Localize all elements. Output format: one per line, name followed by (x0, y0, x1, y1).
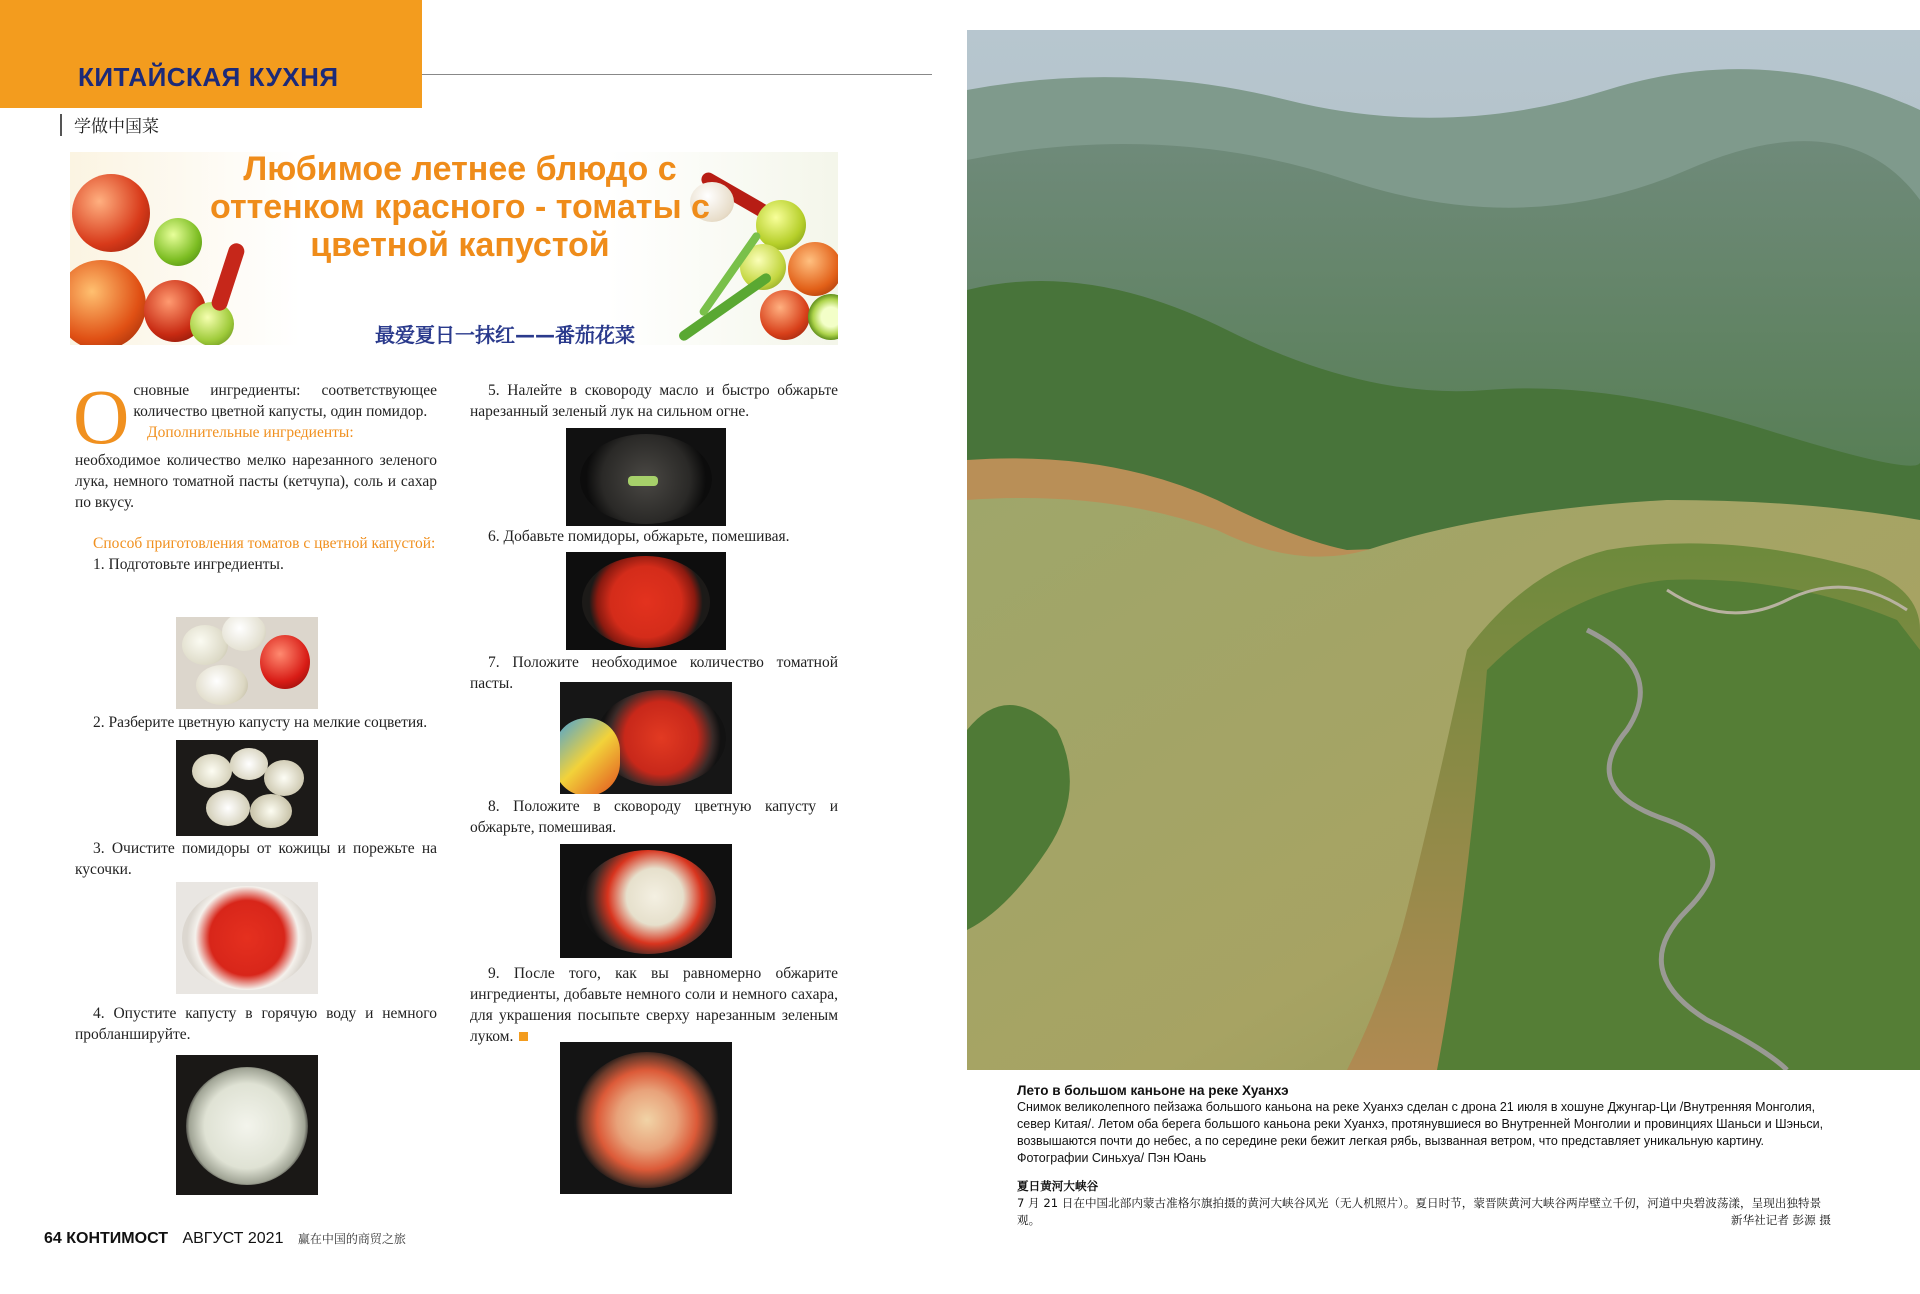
step-5 (470, 380, 838, 422)
photo-caption-title-zh: 夏日黄河大峡谷 (1017, 1179, 1099, 1193)
ketchup-bottle-illustration (560, 718, 620, 794)
step-1-photo (176, 617, 318, 709)
additional-ingredients-heading: Дополнительные ингредиенты: (147, 424, 354, 441)
step-8-text: 8. Положите в сковороду цветную капусту и обжарьте, помешивая. (470, 798, 838, 836)
photo-caption (1017, 1082, 1831, 1167)
magazine-name: КОНТИМОСТ (66, 1230, 168, 1247)
step-4 (75, 1003, 437, 1045)
step-5-text: 5. Налейте в сковороду масло и быстро обжарьте нарезанный зеленый лук на сильном огне. (470, 382, 838, 420)
wok-mix-illustration (580, 850, 716, 954)
step-9-text: 9. После того, как вы равномерно обжарите ингредиенты, добавьте немного соли и немного сахара, для украшения посыпьте сверху нарезанным зеленым луком. (470, 965, 838, 1045)
tomato-illustration (788, 242, 838, 296)
additional-ingredients-text: необходимое количество мелко нарезанного зеленого лука, немного томатной пасты (кетчупа), соль и сахар по вкусу. (75, 452, 437, 511)
intro-text: сновные ингредиенты: соответствующее количество цветной капусты, один помидор. (133, 382, 437, 420)
tomato-illustration (72, 174, 150, 252)
cauliflower-illustration (250, 794, 292, 828)
cauliflower-illustration (222, 617, 266, 651)
step-7-text: 7. Положите необходимое количество томатной пасты. (470, 654, 838, 692)
cauliflower-illustration (192, 754, 232, 788)
step-9-photo (560, 1042, 732, 1194)
section-marker (60, 114, 62, 136)
cauliflower-illustration (264, 760, 304, 796)
step-3 (75, 838, 437, 880)
photo-credit-zh: 新华社记者 彭源 摄 (1730, 1213, 1831, 1227)
recipe-column-left (73, 373, 437, 575)
step-3-photo (176, 882, 318, 994)
step-2 (75, 712, 437, 733)
lime-illustration (154, 218, 202, 266)
scallion-illustration (628, 476, 658, 486)
tomato-illustration (760, 290, 810, 340)
article-banner (70, 152, 838, 345)
step-5-photo (566, 428, 726, 526)
lime-half-illustration (808, 294, 838, 340)
photo-caption-text: Снимок великолепного пейзажа большого каньона на реке Хуанхэ сделан с дрона 21 июля в хошуне Джунгар-Ци /Внутренняя Монголия, север Китая/. Летом оба берега большого каньона реки Хуанхэ, протянувшиеся во Внутренней Монголии и провинциях Шаньси и Шэньси, возвышаются почти до небес, а по середине реки бежит легкая рябь, вызванная ветром, что представляет уникальную картину. Фотографии Синьхуа/ Пэн Юань (1017, 1100, 1824, 1165)
step-4-text: 4. Опустите капусту в горячую воду и немного пробланшируйте. (75, 1005, 437, 1043)
tomato-illustration (260, 635, 310, 689)
step-2-photo (176, 740, 318, 836)
photo-caption-text-zh: 7 月 21 日在中国北部内蒙古准格尔旗拍摄的黄河大峡谷风光（无人机照片）。夏日时节，蒙晋陕黄河大峡谷两岸壁立千仞，河道中央碧波荡漾，呈现出独特景观。 (1017, 1196, 1822, 1227)
cauliflower-illustration (230, 748, 268, 780)
step-2-text: 2. Разберите цветную капусту на мелкие соцветия. (93, 714, 428, 731)
step-3-text: 3. Очистите помидоры от кожицы и порежьте на кусочки. (75, 840, 437, 878)
page-number: 64 (44, 1230, 62, 1247)
step-7-photo (560, 682, 732, 794)
section-subtitle: 学做中国菜 (74, 117, 159, 137)
step-6 (470, 526, 838, 547)
drop-cap: О (73, 373, 130, 460)
cauliflower-illustration (196, 665, 248, 705)
step-9 (470, 963, 838, 1047)
header-rule (422, 74, 932, 75)
yellow-river-canyon-photo (967, 30, 1920, 1070)
step-8-photo (560, 844, 732, 958)
article-headline-zh: 最爱夏日一抹红——番茄花菜 (375, 323, 635, 345)
magazine-slogan-zh: 赢在中国的商贸之旅 (297, 1232, 406, 1246)
step-1: 1. Подготовьте ингредиенты. (93, 556, 284, 573)
lime-illustration (190, 302, 234, 345)
cauliflower-illustration (206, 790, 250, 826)
article-headline: Любимое летнее блюдо с оттенком красного - томаты с цветной капустой (210, 152, 710, 264)
tomato-bowl-illustration (182, 886, 312, 990)
cauliflower-pot-illustration (186, 1067, 308, 1185)
tomato-illustration (70, 260, 146, 345)
wok-tomato-illustration (582, 556, 710, 648)
photo-caption-title: Лето в большом каньоне на реке Хуанхэ (1017, 1083, 1289, 1098)
step-8 (470, 796, 838, 838)
method-heading: Способ приготовления томатов с цветной капустой: (93, 535, 436, 552)
step-6-photo (566, 552, 726, 650)
issue-date: АВГУСТ 2021 (182, 1230, 284, 1247)
step-6-text: 6. Добавьте помидоры, обжарьте, помешивая. (488, 528, 790, 545)
end-of-article-mark (519, 1032, 528, 1041)
finished-dish-illustration (574, 1052, 720, 1188)
page-footer (44, 1230, 406, 1248)
step-4-photo (176, 1055, 318, 1195)
lime-illustration (756, 200, 806, 250)
section-title: КИТАЙСКАЯ КУХНЯ (78, 62, 339, 92)
canyon-landscape-illustration (967, 30, 1920, 1070)
